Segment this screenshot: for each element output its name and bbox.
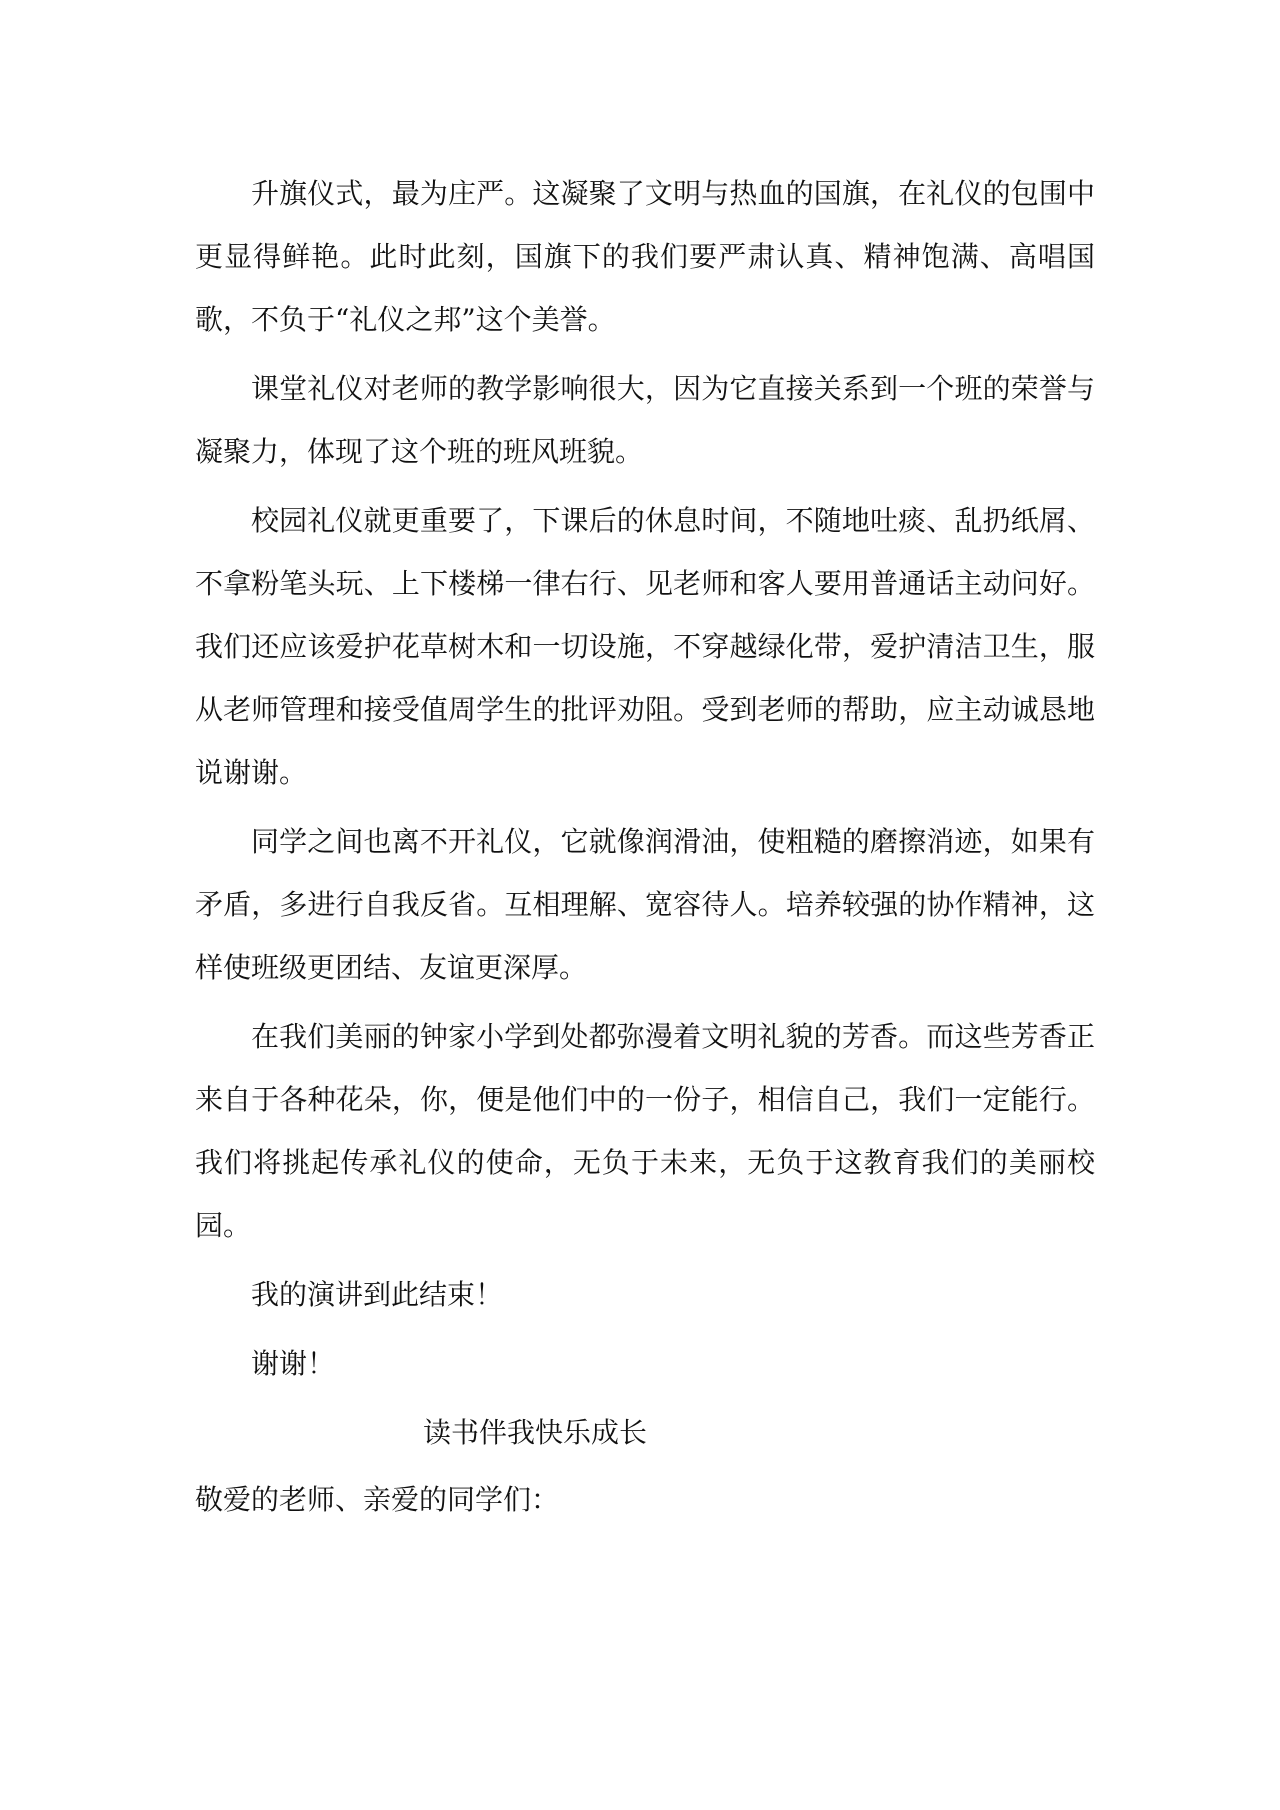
paragraph-campus-etiquette: 校园礼仪就更重要了，下课后的休息时间，不随地吐痰、乱扔纸屑、不拿粉笔头玩、上下楼梯一律右行、见老师和客人要用普通话主动问好。我们还应该爱护花草树木和一切设施，不穿越绿化带，爱护清洁卫生，服从老师管理和接受值周学生的批评劝阻。受到老师的帮助，应主动诚恳地说谢谢。 — [195, 504, 1095, 789]
salutation: 敬爱的老师、亲爱的同学们： — [195, 1483, 560, 1516]
paragraph-classroom-etiquette: 课堂礼仪对老师的教学影响很大，因为它直接关系到一个班的荣誉与凝聚力，体现了这个班的班风班貌。 — [195, 372, 1095, 468]
paragraph-flag-ceremony: 升旗仪式，最为庄严。这凝聚了文明与热血的国旗，在礼仪的包围中更显得鲜艳。此时此刻，国旗下的我们要严肃认真、精神饱满、高唱国歌，不负于“礼仪之邦”这个美誉。 — [195, 177, 1095, 336]
paragraph-speech-end: 我的演讲到此结束！ — [251, 1278, 504, 1311]
next-speech-title: 读书伴我快乐成长 — [423, 1416, 648, 1449]
paragraph-school-conclusion: 在我们美丽的钟家小学到处都弥漫着文明礼貌的芳香。而这些芳香正来自于各种花朵，你，便是他们中的一份子，相信自己，我们一定能行。我们将挑起传承礼仪的使命，无负于未来，无负于这教育我们的美丽校园。 — [195, 1020, 1095, 1242]
paragraph-thanks: 谢谢！ — [251, 1347, 336, 1380]
paragraph-classmate-etiquette: 同学之间也离不开礼仪，它就像润滑油，使粗糙的磨擦消迹，如果有矛盾，多进行自我反省。互相理解、宽容待人。培养较强的协作精神，这样使班级更团结、友谊更深厚。 — [195, 825, 1095, 984]
document-body — [195, 162, 1095, 1537]
